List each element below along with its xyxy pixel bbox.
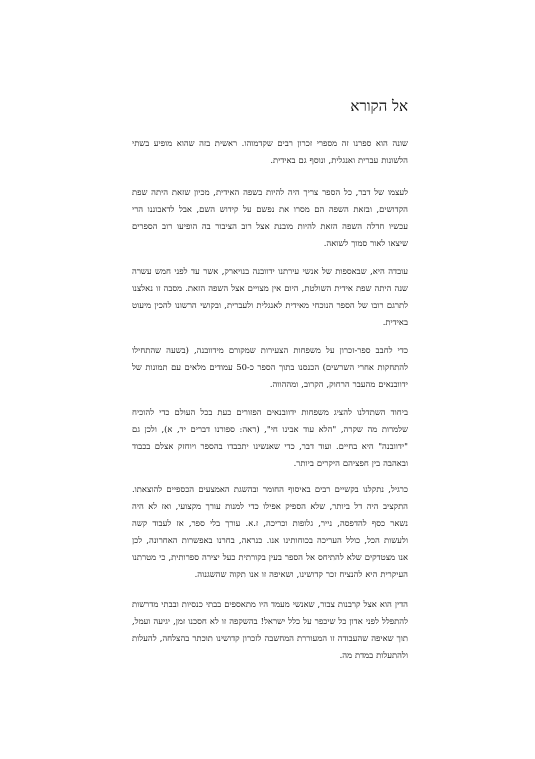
paragraph-6: כרגיל, נתקלנו בקשיים רבים באיסוף החומר ובהשגת האמצעים הכספיים להוצאתו. התקציב היה דל ביותר, שלא הספיק אפילו כדי למנות עורך מקצועי, ואז לא היה נשאר כסף להדפסה, נייר, גלופות וכריכה, ז.א. עורך בלי ספר, אז לעבוד קשה ולעשות הכל, כולל העריכה בכוחותינו אנו. כנראה, בחרנו באפשרות האחרונה, לכן אנו מצטדקים שלא להתיחס אל הספר בעין בקורתית כעל יצירה ספרותית, כי מטרתנו העיקרית היא להנציח זכר קדושינו, ושאיפה זו אנו תקוה שהשגנוה. bbox=[132, 484, 408, 579]
paragraph-5: ביחוד השתדלנו להציג משפחות ידוובנאים הפזורים כעת בכל העולם כדי להוכיח שלמרות מה שקרה, "הלא עוד אבינו חי", (ראה: ספורנו דברים יד, א), ולכן גם "ידוובנה" היא בחיים. ועוד דבר, כדי שאנשינו יתכבדו בהספר ויוחזק אצלם בכבוד ובאהבה בין חפציהם היקרים ביותר. bbox=[132, 407, 408, 468]
paragraph-4: כדי לחבב ספר-זכרון על משפחות הצעירות שמקורם מידוובנה, (בשעה שהתחילו להתחקות אחרי השרשים) הכנסנו בתוך הספר כ-50 עמודים מלאים עם תמונות של ידוובנאים מהעבר הרחוק, הקרוב, ומההווה. bbox=[132, 345, 408, 389]
paragraph-1: שונה הוא ספרנו זה מספרי זכרון רבים שקדמוהו. ראשית בזה שהוא מופיע בשתי הלשונות עברית ואנגלית, ונוסף גם באידית. bbox=[132, 138, 408, 165]
paragraph-2: לעצמו של דבר, כל הספר צריך היה להיות בשפה האידית, מכיון שזאת היתה שפת הקדושים, ובזאת השפה הם מסרו את נפשם על קידוש השם, אבל לדאבוננו הרי עכשיו חדלה השפה הזאת להיות מובנת אצל רוב הציבור בה הופיעו רוב הספרים שיצאו לאור סמוך לשואה. bbox=[132, 187, 408, 248]
paragraph-7: הדין הוא אצל קרבנות צבור, שאנשי מעמד היו מתאספים בבתי כנסיות ובבתי מדרשות להתפלל לפני אדון כל שיכפר על כלל ישראל! בהשקפה זו לא חסכנו זמן, יגיעה ועמל, תוך שאיפה שהעבודה זו המעוררת המחשבה לזכרון קדושינו תוכתר בהצלחה, להעלות ולהתעלות במדת מה. bbox=[132, 599, 408, 660]
paragraph-3: עובדה היא, שבאספות של אנשי עירתנו ידוובנה בנויארק, אשר עד לפני חמש עשרה שנה היתה שפת אידית השולטת, היום אין מצויים אצל השפה הזאת. מסבה זו נאלצנו לתרגם רובו של הספר הנוכחי מאידית לאנגלית ולעברית, ובקושי הרשונו להכין מיעוט באידית. bbox=[132, 266, 408, 327]
page-title: אל הקורא bbox=[350, 97, 408, 115]
